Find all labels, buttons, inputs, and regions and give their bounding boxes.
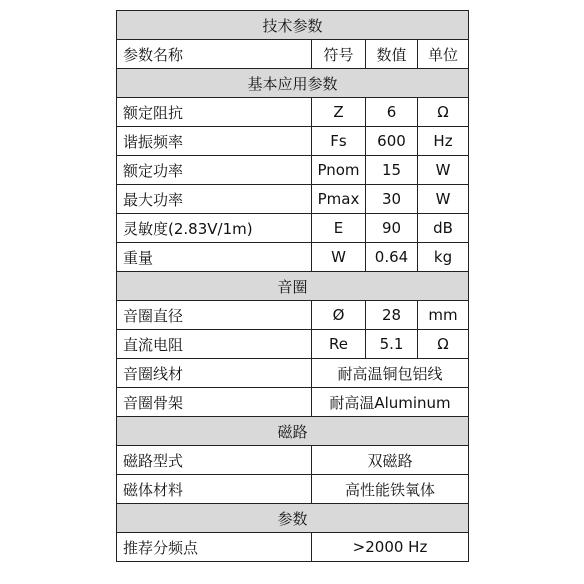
param-symbol: Pnom — [312, 156, 366, 185]
section-row — [117, 69, 469, 98]
section-row — [117, 417, 469, 446]
param-merged-value: 耐高温铜包铝线 — [312, 359, 469, 388]
table-row — [117, 330, 469, 359]
param-symbol: Z — [312, 98, 366, 127]
param-unit: dB — [418, 214, 469, 243]
param-merged-value: 双磁路 — [312, 446, 469, 475]
param-value: 90 — [366, 214, 418, 243]
param-name: 重量 — [117, 243, 312, 272]
table-row — [117, 301, 469, 330]
param-merged-value: 高性能铁氧体 — [312, 475, 469, 504]
table-row — [117, 127, 469, 156]
header-value: 数值 — [366, 40, 418, 69]
param-unit: kg — [418, 243, 469, 272]
table-row — [117, 388, 469, 417]
header-name: 参数名称 — [117, 40, 312, 69]
param-value: 600 — [366, 127, 418, 156]
param-value: 15 — [366, 156, 418, 185]
table-row — [117, 214, 469, 243]
param-symbol: Re — [312, 330, 366, 359]
header-symbol: 符号 — [312, 40, 366, 69]
param-value: 30 — [366, 185, 418, 214]
param-name: 音圈直径 — [117, 301, 312, 330]
param-name: 灵敏度(2.83V/1m) — [117, 214, 312, 243]
table-row — [117, 156, 469, 185]
section-label: 磁路 — [117, 417, 469, 446]
param-name: 推荐分频点 — [117, 533, 312, 562]
table-row — [117, 243, 469, 272]
table-title: 技术参数 — [117, 11, 469, 40]
param-name: 谐振频率 — [117, 127, 312, 156]
param-symbol: W — [312, 243, 366, 272]
param-value: 0.64 — [366, 243, 418, 272]
param-unit: Hz — [418, 127, 469, 156]
param-value: 6 — [366, 98, 418, 127]
section-label: 音圈 — [117, 272, 469, 301]
param-symbol: Pmax — [312, 185, 366, 214]
table-row — [117, 185, 469, 214]
section-row — [117, 504, 469, 533]
spec-sheet — [116, 10, 468, 562]
param-name: 额定功率 — [117, 156, 312, 185]
param-name: 直流电阻 — [117, 330, 312, 359]
title-row — [117, 11, 469, 40]
table-row — [117, 475, 469, 504]
param-symbol: E — [312, 214, 366, 243]
param-name: 磁路型式 — [117, 446, 312, 475]
spec-table — [116, 10, 469, 562]
header-row — [117, 40, 469, 69]
header-unit: 单位 — [418, 40, 469, 69]
table-row — [117, 533, 469, 562]
param-symbol: Fs — [312, 127, 366, 156]
param-name: 音圈线材 — [117, 359, 312, 388]
param-name: 最大功率 — [117, 185, 312, 214]
param-symbol: Ø — [312, 301, 366, 330]
param-unit: Ω — [418, 330, 469, 359]
section-label: 参数 — [117, 504, 469, 533]
param-value: 28 — [366, 301, 418, 330]
param-value: 5.1 — [366, 330, 418, 359]
param-unit: Ω — [418, 98, 469, 127]
param-name: 磁体材料 — [117, 475, 312, 504]
param-unit: W — [418, 185, 469, 214]
table-row — [117, 98, 469, 127]
section-label: 基本应用参数 — [117, 69, 469, 98]
param-unit: mm — [418, 301, 469, 330]
section-row — [117, 272, 469, 301]
param-name: 额定阻抗 — [117, 98, 312, 127]
param-merged-value: 耐高温Aluminum — [312, 388, 469, 417]
param-name: 音圈骨架 — [117, 388, 312, 417]
table-row — [117, 359, 469, 388]
table-row — [117, 446, 469, 475]
param-merged-value: >2000 Hz — [312, 533, 469, 562]
param-unit: W — [418, 156, 469, 185]
